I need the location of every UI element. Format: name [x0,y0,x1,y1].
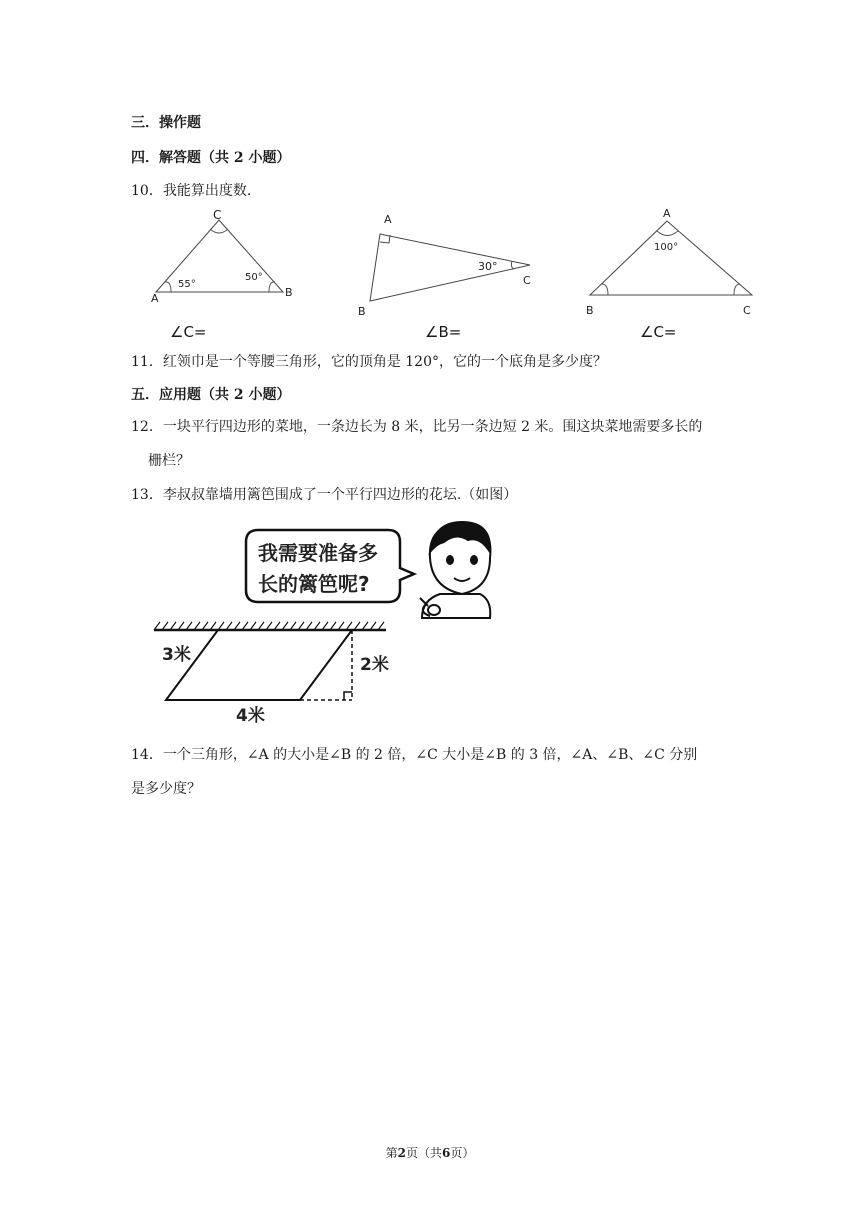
footer-total-pages: 6 [442,1146,451,1160]
vertex-label: A [384,213,392,226]
height-label: 2米 [360,655,389,675]
vertex-label: C [213,208,222,222]
vertex-label: B [358,305,366,318]
triangle-figure-1 [145,205,310,305]
angle-arc-c [734,284,740,295]
section-heading-5: 五．应用题（共 2 小题） [131,387,291,403]
question-14-line-1: 14．一个三角形，∠A 的大小是∠B 的 2 倍，∠C 大小是∠B 的 3 倍，∠A、∠B、∠C 分别 [131,747,698,763]
vertex-label: B [285,286,293,299]
footer-page-number: 2 [397,1146,406,1160]
vertex-label: A [663,207,671,220]
vertex-label: A [151,292,159,305]
question-12-line-2: 栅栏？ [148,453,190,469]
answer-label-2: ∠B= [425,323,462,341]
page-footer [0,1144,860,1161]
vertex-label: C [743,304,751,315]
base-length-label: 4米 [236,706,265,726]
parallelogram [166,630,352,700]
section-heading-4: 四．解答题（共 2 小题） [131,150,291,166]
angle-arc-a [165,282,171,292]
answer-label-3: ∠C= [640,323,677,341]
angle-label: 50° [245,272,263,283]
angle-arc-b [602,284,608,295]
footer-mid: 页（共 [405,1146,442,1160]
side-length-label: 3米 [162,645,191,665]
question-11: 11．红领巾是一个等腰三角形，它的顶角是 120°，它的一个底角是多少度？ [131,354,607,370]
boy-illustration [420,522,490,618]
angle-label: 100° [654,242,679,253]
angle-arc-a [657,231,678,236]
question-12-line-1: 12．一块平行四边形的菜地，一条边长为 8 米，比另一条边短 2 米。围这块菜地需要多长的 [131,419,703,435]
footer-suffix: 页） [450,1146,475,1160]
bubble-text-line-1: 我需要准备多 [258,541,378,565]
section-heading-3: 三．操作题 [131,115,201,131]
question-14-line-2: 是多少度？ [131,781,201,797]
triangle-figure-3 [582,205,762,315]
triangle-figure-2 [352,205,537,320]
answer-label-1: ∠C= [170,323,207,341]
garden-figure [150,518,500,728]
angle-label: 30° [478,260,498,273]
angle-arc-c [511,261,514,269]
footer-prefix: 第 [385,1146,398,1160]
angle-arc-b [269,282,275,292]
vertex-label: B [586,304,594,315]
bubble-text-line-2: 长的篱笆呢? [258,572,370,596]
angle-label: 55° [178,279,196,290]
right-angle-mark [344,692,352,700]
angle-arc-c [210,229,228,233]
question-10: 10．我能算出度数. [131,183,252,199]
vertex-label: C [523,274,531,287]
question-13: 13．李叔叔靠墙用篱笆围成了一个平行四边形的花坛.（如图） [131,487,518,503]
